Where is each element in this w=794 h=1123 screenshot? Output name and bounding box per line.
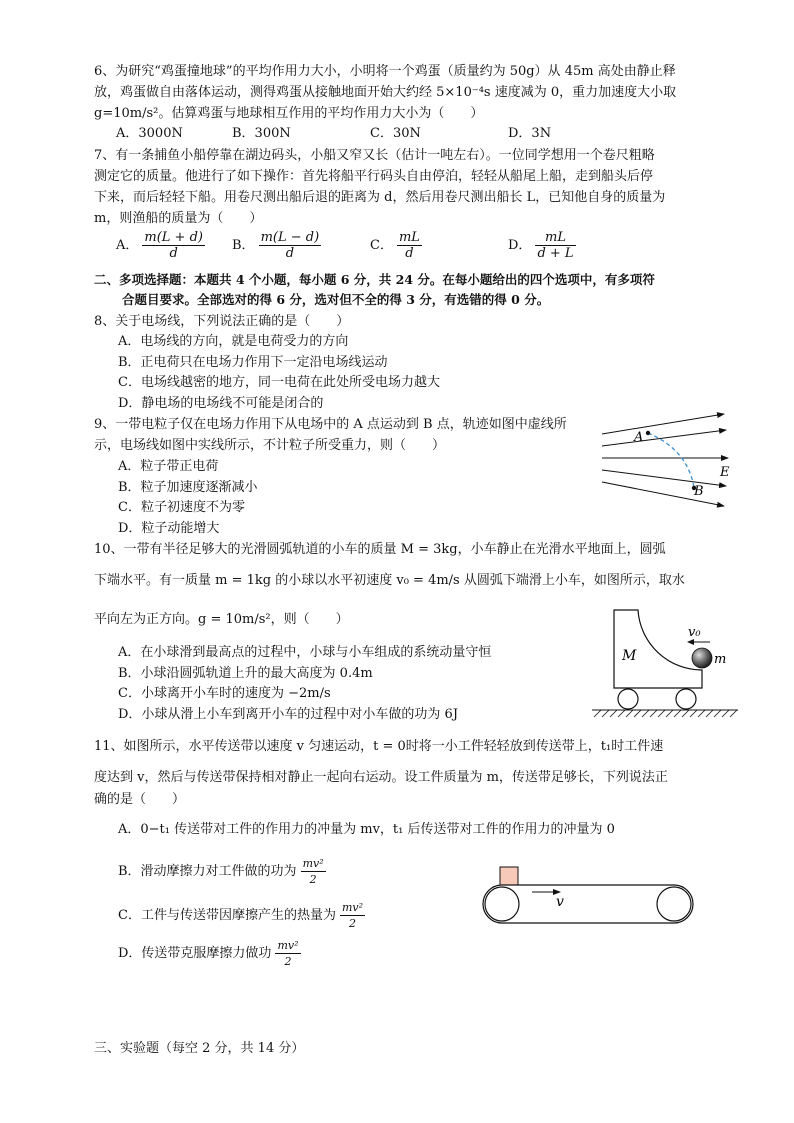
q11-line-2: 度达到 v，然后与传送带保持相对静止一起向右运动。设工件质量为 m，传送带足够长，下列说法正 [94, 770, 668, 785]
q11-option-d-fraction [275, 938, 300, 969]
section2-line-1: 二、多项选择题：本题共 4 个小题，每小题 6 分，共 24 分。在每小题给出的四个选项中，有多项符 [94, 272, 655, 287]
q11-option-d-num: mv² [277, 939, 299, 952]
q7-line-2: 测定它的质量。他进行了如下操作：首先将船平行码头自由停泊，轻轻从船尾上船，走到船头后停 [94, 169, 654, 184]
q6-option-b: B．300N [232, 126, 291, 141]
label-v: v [556, 894, 564, 910]
ball [692, 648, 712, 668]
q6-line-1: 6、为研究“鸡蛋撞地球”的平均作用力大小，小明将一个鸡蛋（质量约为 50g）从 45m 高处由静止释 [94, 64, 676, 79]
label-m: m [714, 652, 727, 667]
q7-option-a [116, 230, 205, 261]
q10-option-c: C．小球离开小车时的速度为 −2m/s [118, 686, 331, 701]
q11-option-b-fraction [301, 856, 326, 887]
label-a: A [634, 430, 644, 445]
q7-option-c-label: C． [370, 238, 393, 253]
q9-line-1: 9、一带电粒子仅在电场力作用下从电场中的 A 点运动到 B 点，轨迹如图中虚线所 [94, 417, 567, 432]
q7-option-d-den: d + L [537, 246, 574, 261]
q10-line-1: 10、一带有半径足够大的光滑圆弧轨道的小车的质量 M = 3kg，小车静止在光滑水平地面上，圆弧 [94, 542, 666, 557]
q11-conveyor-figure [480, 864, 700, 926]
section2-line-2: 合题目要求。全部选对的得 6 分，选对但不全的得 3 分，有选错的得 0 分。 [122, 292, 550, 307]
q6-option-c: C．30N [370, 126, 421, 141]
q11-line-3: 确的是（ ） [94, 792, 186, 807]
q7-option-b [232, 230, 321, 261]
q9-option-c: C．粒子初速度不为零 [118, 500, 245, 515]
q7-option-b-num: m(L − d) [260, 230, 320, 245]
field-line-2 [602, 430, 726, 446]
cart-wheel-left [618, 689, 638, 709]
label-b: B [694, 484, 704, 499]
q10-option-b: B．小球沿圆弧轨道上升的最大高度为 0.4m [118, 666, 373, 681]
q7-option-b-fraction [259, 230, 322, 261]
q11-option-c-fraction [340, 900, 365, 931]
q7-line-1: 7、有一条捕鱼小船停靠在湖边码头，小船又窄又长（估计一吨左右）。一位同学想用一个卷尺粗略 [94, 148, 655, 163]
field-line-5 [602, 482, 724, 506]
q7-option-a-den: d [169, 246, 178, 261]
q9-option-d: D．粒子动能增大 [118, 521, 220, 536]
q11-option-c-den: 2 [348, 917, 356, 930]
q8-stem: 8、关于电场线，下列说法正确的是（ ） [94, 314, 350, 329]
q7-option-c-den: d [405, 246, 414, 261]
q11-line-1: 11、如图所示，水平传送带以速度 v 匀速运动，t = 0时将一小工件轻轻放到传送带上，t₁时工件速 [94, 739, 664, 754]
q7-option-a-num: m(L + d) [144, 230, 203, 245]
q7-option-d-num: mL [535, 230, 575, 246]
q6-line-2: 放，鸡蛋做自由落体运动，测得鸡蛋从接触地面开始大约经 5×10⁻⁴s 速度减为 0，重力加速度大小取 [94, 85, 677, 100]
q7-option-b-label: B． [232, 238, 255, 253]
trajectory-dashed [648, 433, 694, 488]
cart-wheel-right [676, 689, 696, 709]
q6-option-a: A．3000N [116, 126, 183, 141]
label-e: E [720, 465, 730, 480]
q7-option-c-fraction [397, 230, 422, 261]
q11-option-d-den: 2 [284, 955, 292, 968]
q7-option-d-label: D． [508, 238, 532, 253]
q11-option-d-text: D．传送带克服摩擦力做功 [118, 946, 272, 961]
q10-cart-figure [590, 602, 740, 720]
q7-option-b-den: d [285, 246, 295, 261]
field-line-1 [602, 414, 724, 434]
q9-line-2: 示，电场线如图中实线所示，不计粒子所受重力，则（ ） [94, 438, 446, 453]
q7-option-d-fraction [535, 230, 575, 261]
q10-option-a: A．在小球滑到最高点的过程中，小球与小车组成的系统动量守恒 [118, 645, 492, 660]
q10-line-2: 下端水平。有一质量 m = 1kg 的小球以水平初速度 v₀ = 4m/s 从圆弧下端滑上小车，如图所示，取水 [94, 573, 685, 588]
q11-option-c [118, 900, 365, 931]
q6-line-3: g=10m/s²。估算鸡蛋与地球相互作用的平均作用力大小为（ ） [94, 106, 484, 121]
q9-option-a: A．粒子带正电荷 [118, 459, 219, 474]
q8-option-b: B．正电荷只在电场力作用下一定沿电场线运动 [118, 355, 388, 370]
point-a-dot [646, 431, 650, 435]
q11-option-b-den: 2 [309, 873, 317, 886]
q10-line-3: 平向左为正方向。g = 10m/s²，则（ ） [94, 612, 349, 627]
q8-option-a: A．电场线的方向，就是电荷受力的方向 [118, 334, 349, 349]
q11-option-d [118, 938, 301, 969]
pulley-right [657, 887, 691, 921]
q7-option-a-fraction [142, 230, 205, 261]
workpiece-block [500, 867, 518, 885]
q10-option-d: D．小球从滑上小车到离开小车的过程中对小车做的功为 6J [118, 707, 459, 722]
q11-option-b-text: B．滑动摩擦力对工件做的功为 [118, 864, 297, 879]
q11-option-c-num: mv² [341, 901, 364, 914]
q7-line-4: m，则渔船的质量为（ ） [94, 211, 263, 226]
q7-option-d [508, 230, 576, 261]
label-m-big: M [622, 648, 637, 664]
q7-option-a-label: A． [116, 238, 139, 253]
section3-title: 三、实验题（每空 2 分，共 14 分） [94, 1041, 305, 1056]
ground-hatching [594, 710, 737, 717]
q11-option-b [118, 856, 326, 887]
q8-option-d: D．静电场的电场线不可能是闭合的 [118, 396, 324, 411]
q9-option-b: B．粒子加速度逐渐减小 [118, 480, 258, 495]
q11-option-a: A．0−t₁ 传送带对工件的作用力的冲量为 mv，t₁ 后传送带对工件的作用力的冲量为 0 [118, 822, 615, 837]
q7-option-c [370, 230, 422, 261]
pulley-left [485, 887, 519, 921]
label-v0: v₀ [688, 625, 701, 640]
q8-option-c: C．电场线越密的地方，同一电荷在此处所受电场力越大 [118, 375, 440, 390]
q11-option-c-text: C．工件与传送带因摩擦产生的热量为 [118, 908, 336, 923]
q11-option-b-num: mv² [302, 857, 324, 870]
q7-option-c-num: mL [398, 230, 420, 245]
q7-line-3: 下来，而后轻轻下船。用卷尺测出船后退的距离为 d，然后用卷尺测出船长 L，已知他自身的质量为 [94, 190, 666, 205]
q6-option-d: D．3N [508, 126, 552, 141]
field-line-4 [602, 470, 726, 486]
q9-electric-field-figure [598, 402, 738, 514]
